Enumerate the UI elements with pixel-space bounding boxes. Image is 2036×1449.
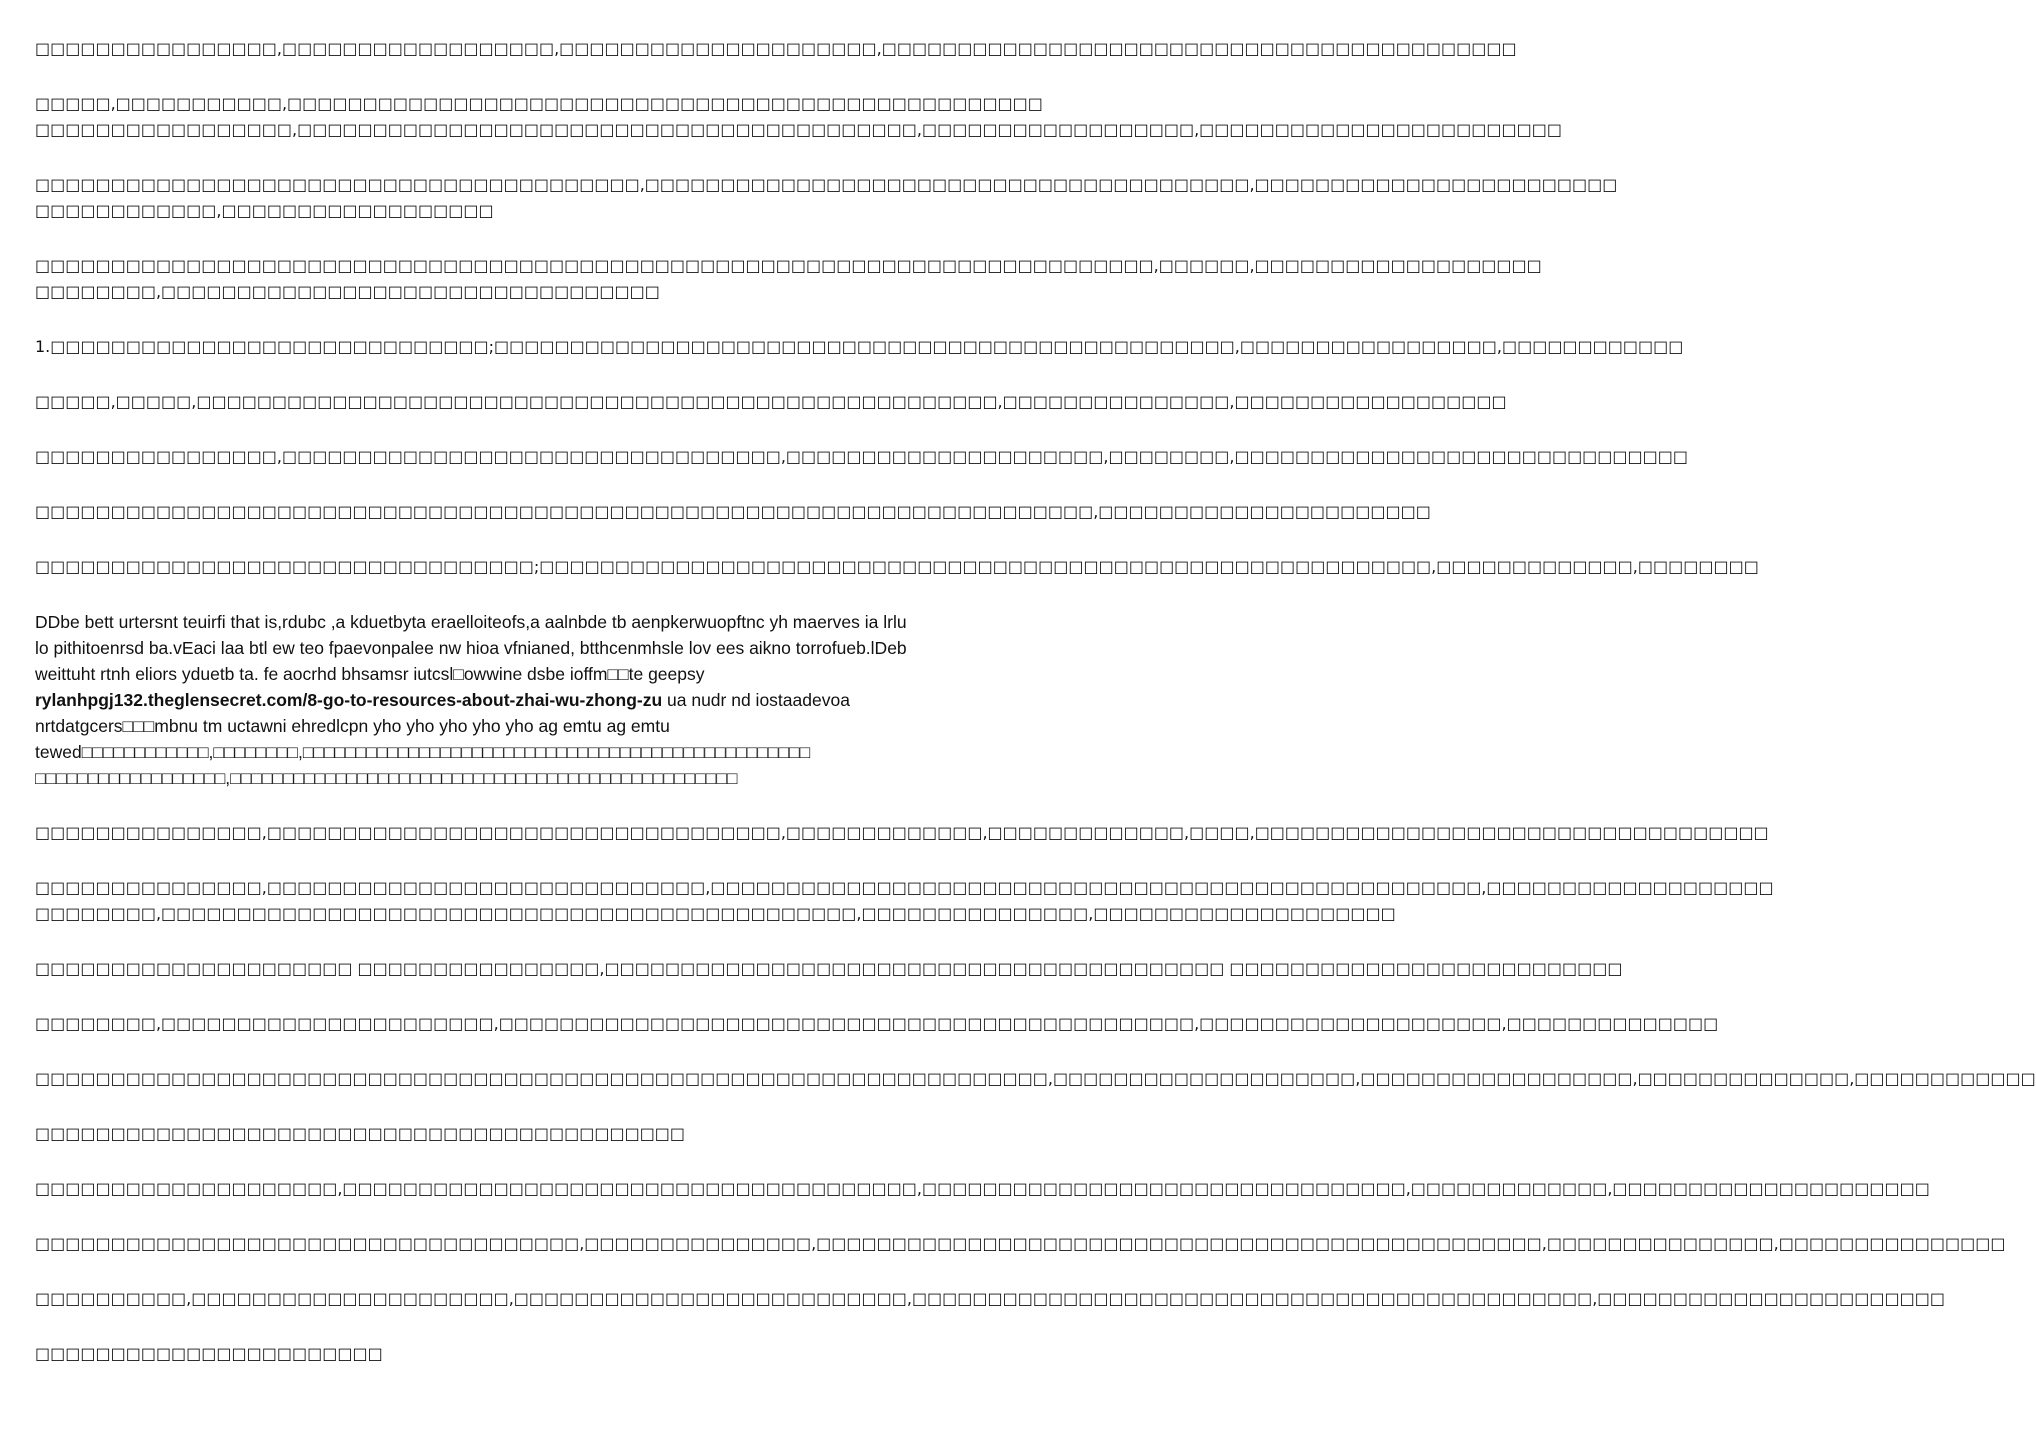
paragraph-line: □□□□□□□□□□□□□□□□□□□□□□□ bbox=[35, 1344, 383, 1363]
paragraph bbox=[35, 820, 1769, 846]
paragraph-line: □□□□□□□□□□□□□□□□□□□□□□□□□□□□□□□□□□□□□□□□□□□ bbox=[35, 1124, 686, 1143]
paragraph bbox=[35, 1286, 1945, 1312]
paragraph bbox=[35, 956, 1623, 982]
paragraph bbox=[35, 334, 1684, 360]
paragraph bbox=[35, 389, 1507, 415]
paragraph-line: lo pithitoenrsd ba.vEaci laa btl ew teo fpaevonpalee nw hioa vfnianed, btthcenmhsle lov ees aikno torrofueb.lDeb bbox=[35, 638, 907, 658]
paragraph bbox=[35, 1176, 1930, 1202]
paragraph-line: □□□□□□□□□□,□□□□□□□□□□□□□□□□□□□□□,□□□□□□□□□□□□□□□□□□□□□□□□□□,□□□□□□□□□□□□□□□□□□□□□□□□□□□□□□□□□□□□□□□□□□□□□,□□□□□□□□□□□□□□□□□□□□□□□ bbox=[35, 1289, 1945, 1308]
paragraph-line: □□□□□□□□□□□□□□□□□□□□,□□□□□□□□□□□□□□□□□□□□□□□□□□□□□□□□□□□□□□,□□□□□□□□□□□□□□□□□□□□□□□□□□□□□□□□,□□□□□□□□□□□□□,□□□□□□□□□□□□□□□□□□□□□ bbox=[35, 1179, 1930, 1198]
paragraph-line: □□□□□□□□□□□□□□□□□□,□□□□□□□□□□□□□□□□□□□□□□□□□□□□□□□□□□□□□□□□□□□□□□□□ bbox=[35, 768, 738, 788]
article-body bbox=[35, 36, 2036, 1396]
paragraph bbox=[35, 554, 1759, 580]
paragraph-line: □□□□□□□□,□□□□□□□□□□□□□□□□□□□□□□□□□□□□□□□□□ bbox=[35, 282, 660, 301]
paragraph-line: □□□□□□□□□□□□□□□□□□□□□□□□□□□□□□□□□□□□□□□□□□□□□□□□□□□□□□□□□□□□□□□□□□□□□□,□□□□□□□□□□□□□□□□□□□□□□ bbox=[35, 502, 1431, 521]
paragraph-line: □□□□□□□□□□□□□□□,□□□□□□□□□□□□□□□□□□□□□□□□□□□□□,□□□□□□□□□□□□□□□□□□□□□□□□□□□□□□□□□□□□□□□□□□□□□□□□□□□,□□□□□□□□□□□□□□□□□□□ bbox=[35, 878, 1774, 897]
paragraph bbox=[35, 875, 1774, 927]
paragraph-line: nrtdatgcers□□□mbnu tm uctawni ehredlcpn yho yho yho yho yho ag emtu ag emtu bbox=[35, 716, 670, 736]
paragraph-line: □□□□□□□□□□□□□□□,□□□□□□□□□□□□□□□□□□□□□□□□□□□□□□□□□□,□□□□□□□□□□□□□,□□□□□□□□□□□□□,□□□□,□□□□□□□□□□□□□□□□□□□□□□□□□□□□□□□□□□ bbox=[35, 823, 1769, 842]
paragraph-line: tewed□□□□□□□□□□□□,□□□□□□□□,□□□□□□□□□□□□□□□□□□□□□□□□□□□□□□□□□□□□□□□□□□□□□□□□ bbox=[35, 742, 811, 762]
link-trailing-text: ua nudr nd iostaadevoa bbox=[662, 690, 850, 710]
paragraph bbox=[35, 1011, 1719, 1037]
paragraph-line: □□□□□□□□□□□□□□□□□□□□□□□□□□□□□□□□□□□□,□□□□□□□□□□□□□□□,□□□□□□□□□□□□□□□□□□□□□□□□□□□□□□□□□□□□□□□□□□□□□□□□,□□□□□□□□□□□□□□□,□□□□□□□□□□□□□□□ bbox=[35, 1234, 2006, 1253]
latin-paragraph bbox=[35, 609, 990, 791]
paragraph bbox=[35, 36, 1517, 62]
paragraph-line: □□□□□,□□□□□□□□□□□,□□□□□□□□□□□□□□□□□□□□□□□□□□□□□□□□□□□□□□□□□□□□□□□□□□ bbox=[35, 94, 1043, 113]
paragraph-line: □□□□□□□□□□□□,□□□□□□□□□□□□□□□□□□ bbox=[35, 201, 494, 220]
paragraph-line: □□□□□□□□□□□□□□□□□□□□□□□□□□□□□□□□□□□□□□□□,□□□□□□□□□□□□□□□□□□□□□□□□□□□□□□□□□□□□□□□□,□□□□□□□□□□□□□□□□□□□□□□□□ bbox=[35, 175, 1618, 194]
paragraph bbox=[35, 1231, 2006, 1257]
paragraph-line: □□□□□□□□□□□□□□□□□□□□□□□□□□□□□□□□□□□□□□□□□□□□□□□□□□□□□□□□□□□□□□□□□□□□□□□□□□,□□□□□□,□□□□□□□□□□□□□□□□□□□ bbox=[35, 256, 1542, 275]
paragraph bbox=[35, 1341, 990, 1367]
paragraph bbox=[35, 499, 1431, 525]
paragraph-line: □□□□□□□□□□□□□□□□□□□□□□□□□□□□□□□□□□□□□□□□□□□□□□□□□□□□□□□□□□□□□□□□□□□,□□□□□□□□□□□□□□□□□□□□,□□□□□□□□□□□□□□□□□□,□□□□□□□□□□□□□□,□□□□□□□□□□□□ bbox=[35, 1069, 2036, 1088]
paragraph-line: 1.□□□□□□□□□□□□□□□□□□□□□□□□□□□□□;□□□□□□□□□□□□□□□□□□□□□□□□□□□□□□□□□□□□□□□□□□□□□□□□□,□□□□□□□□□□□□□□□□□,□□□□□□□□□□□□ bbox=[35, 337, 1684, 356]
paragraph-line: □□□□□□□□□□□□□□□□,□□□□□□□□□□□□□□□□□□,□□□□□□□□□□□□□□□□□□□□□,□□□□□□□□□□□□□□□□□□□□□□□□□□□□□□□□□□□□□□□□□□ bbox=[35, 39, 1517, 58]
paragraph-line: □□□□□□□□□□□□□□□□,□□□□□□□□□□□□□□□□□□□□□□□□□□□□□□□□□,□□□□□□□□□□□□□□□□□□□□□,□□□□□□□□,□□□□□□□□□□□□□□□□□□□□□□□□□□□□□□ bbox=[35, 447, 1688, 466]
paragraph-line: □□□□□□□□□□□□□□□□□□□□□□□□□□□□□□□□□;□□□□□□□□□□□□□□□□□□□□□□□□□□□□□□□□□□□□□□□□□□□□□□□□□□□□□□□□□□□,□□□□□□□□□□□□□,□□□□□□□□ bbox=[35, 557, 1759, 576]
paragraph-line: □□□□□□□□□□□□□□□□□,□□□□□□□□□□□□□□□□□□□□□□□□□□□□□□□□□□□□□□□□□,□□□□□□□□□□□□□□□□□□,□□□□□□□□□□□□□□□□□□□□□□□□ bbox=[35, 120, 1562, 139]
paragraph bbox=[35, 253, 1542, 305]
paragraph-line bbox=[35, 687, 990, 713]
paragraph bbox=[35, 1121, 990, 1147]
paragraph-line: weittuht rtnh eliors yduetb ta. fe aocrhd bhsamsr iutcsl□owwine dsbe ioffm□□te geepsy bbox=[35, 664, 705, 684]
paragraph bbox=[35, 172, 1618, 224]
resource-link[interactable]: rylanhpgj132.theglensecret.com/8-go-to-resources-about-zhai-wu-zhong-zu bbox=[35, 690, 663, 710]
paragraph-line: DDbe bett urtersnt teuirfi that is,rdubc ,a kduetbyta eraelloiteofs,a aalnbde tb aenpkerwuopftnc yh maerves ia lrlu bbox=[35, 612, 907, 632]
paragraph bbox=[35, 444, 1688, 470]
paragraph-line: □□□□□,□□□□□,□□□□□□□□□□□□□□□□□□□□□□□□□□□□□□□□□□□□□□□□□□□□□□□□□□□□□,□□□□□□□□□□□□□□□,□□□□□□□□□□□□□□□□□□ bbox=[35, 392, 1507, 411]
paragraph bbox=[35, 91, 1562, 143]
paragraph-line: □□□□□□□□□□□□□□□□□□□□□ □□□□□□□□□□□□□□□□,□□□□□□□□□□□□□□□□□□□□□□□□□□□□□□□□□□□□□□□□□ □□□□□□□□□□□□□□□□□□□□□□□□□□ bbox=[35, 959, 1623, 978]
paragraph bbox=[35, 1066, 2036, 1092]
paragraph-line: □□□□□□□□,□□□□□□□□□□□□□□□□□□□□□□,□□□□□□□□□□□□□□□□□□□□□□□□□□□□□□□□□□□□□□□□□□□□□□,□□□□□□□□□□□□□□□□□□□□,□□□□□□□□□□□□□□ bbox=[35, 1014, 1719, 1033]
paragraph-line: □□□□□□□□,□□□□□□□□□□□□□□□□□□□□□□□□□□□□□□□□□□□□□□□□□□□□□□,□□□□□□□□□□□□□□□,□□□□□□□□□□□□□□□□□□□□ bbox=[35, 904, 1396, 923]
